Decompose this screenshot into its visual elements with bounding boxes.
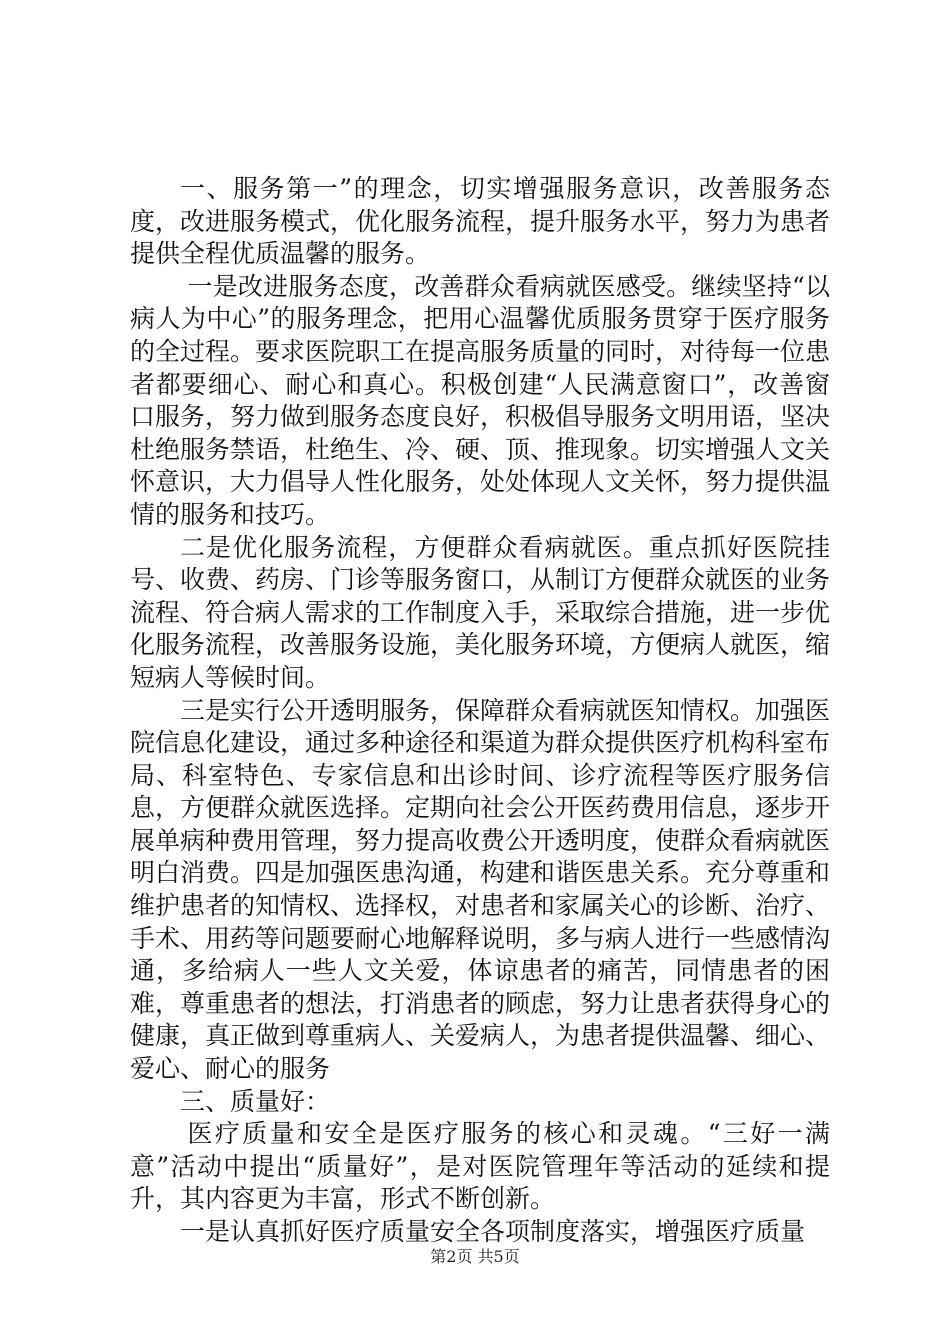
paragraph-quality-core: 医疗质量和安全是医疗服务的核心和灵魂。“三好一满意”活动中提出“质量好”，是对医院管理年等活动的延续和提升，其内容更为丰富，形式不断创新。 xyxy=(130,1119,830,1214)
paragraph-optimize-process: 二是优化服务流程，方便群众看病就医。重点抓好医院挂号、收费、药房、门诊等服务窗口，从制订方便群众就医的业务流程、符合病人需求的工作制度入手，采取综合措施，进一步优化服务流程，改善服务设施，美化服务环境，方便病人就医，缩短病人等候时间。 xyxy=(130,532,831,692)
paragraph-service-first: 一、服务第一”的理念，切实增强服务意识，改善服务态度，改进服务模式，优化服务流程，提升服务水平，努力为患者提供全程优质温馨的服务。 xyxy=(130,174,831,269)
paragraph-quality-system: 一是认真抓好医疗质量安全各项制度落实，增强医疗质量 xyxy=(180,1217,806,1246)
section-heading-quality: 三、质量好： xyxy=(180,1086,331,1116)
page-number-footer: 第2页 共5页 xyxy=(430,1247,520,1266)
document-body xyxy=(130,173,830,1249)
paragraph-open-transparent: 三是实行公开透明服务，保障群众看病就医知情权。加强医院信息化建设，通过多种途径和渠道为群众提供医疗机构科室布局、科室特色、专家信息和出诊时间、诊疗流程等医疗服务信息，方便群众就医选择。定期向社会公开医药费用信息，逐步开展单病种费用管理，努力提高收费公开透明度，使群众看病就医明白消费。四是加强医患沟通，构建和谐医患关系。充分尊重和维护患者的知情权、选择权，对患者和家属关心的诊断、治疗、手术、用药等问题要耐心地解释说明，多与病人进行一些感情沟通，多给病人一些人文关爱，体谅患者的痛苦，同情患者的困难，尊重患者的想法，打消患者的顾虑，努力让患者获得身心的健康，真正做到尊重病人、关爱病人，为患者提供温馨、细心、爱心、耐心的服务 xyxy=(130,695,831,1084)
paragraph-improve-attitude: 一是改进服务态度，改善群众看病就医感受。继续坚持“以病人为中心”的服务理念，把用心温馨优质服务贯穿于医疗服务的全过程。要求医院职工在提高服务质量的同时，对待每一位患者都要细心、耐心和真心。积极创建“人民满意窗口”，改善窗口服务，努力做到服务态度良好，积极倡导服务文明用语，坚决杜绝服务禁语，杜绝生、冷、硬、顶、推现象。切实增强人文关怀意识，大力倡导人性化服务，处处体现人文关怀，努力提供温情的服务和技巧。 xyxy=(130,271,831,529)
